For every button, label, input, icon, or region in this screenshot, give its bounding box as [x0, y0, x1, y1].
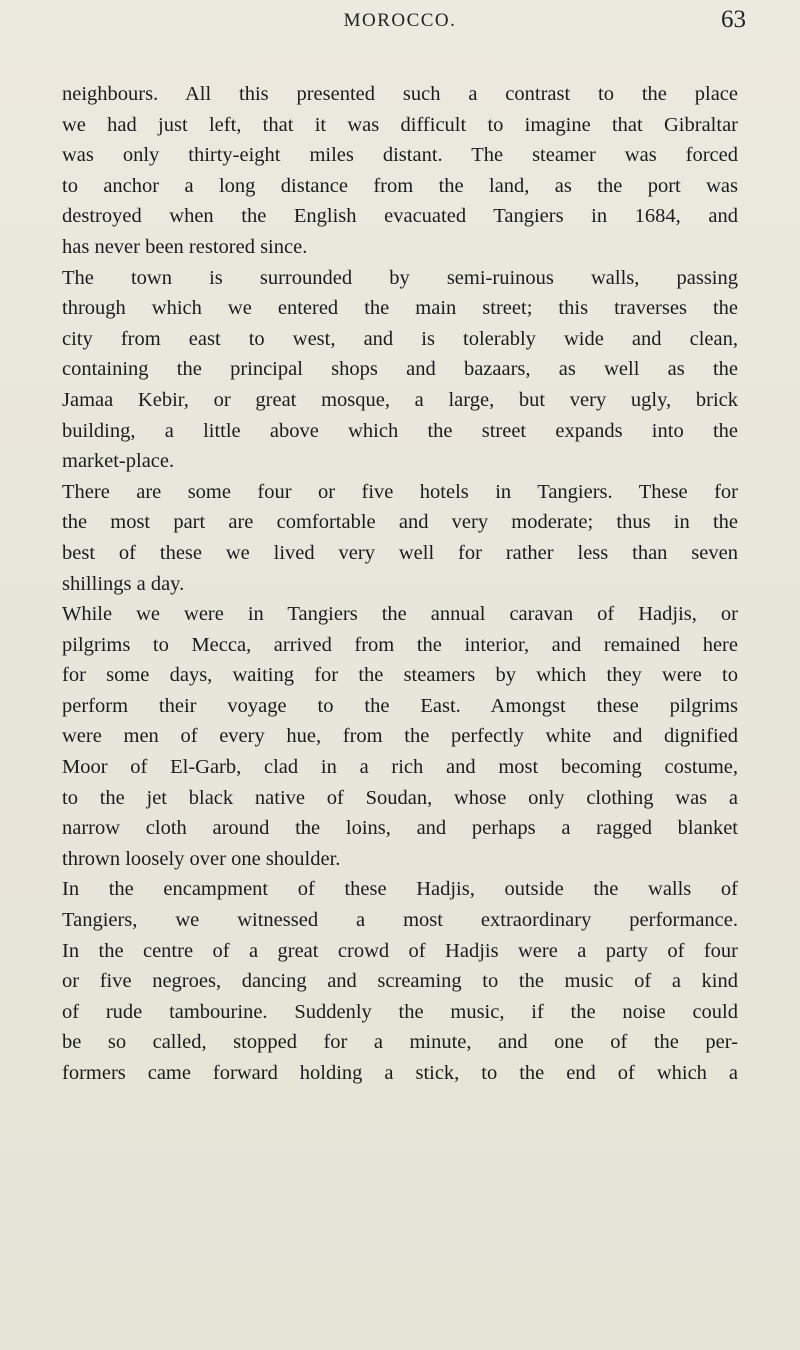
text-line: While we were in Tangiers the annual caravan of Hadjis, or [62, 603, 738, 626]
text-line: destroyed when the English evacuated Tangiers in 1684, and [62, 205, 738, 228]
text-line: Moor of El-Garb, clad in a rich and most becoming costume, [62, 756, 738, 779]
text-line: There are some four or five hotels in Tangiers. These for [62, 480, 738, 503]
text-line: formers came forward holding a stick, to the end of which a [62, 1062, 738, 1084]
text-line: through which we entered the main street; this traverses the [62, 297, 738, 320]
text-line: shillings a day. [62, 572, 185, 595]
page-number: 63 [721, 6, 746, 33]
text-line: Tangiers, we witnessed a most extraordinary performance. [62, 909, 738, 932]
text-line: city from east to west, and is tolerably wide and clean, [62, 327, 738, 350]
text-line: be so called, stopped for a minute, and one of the per- [62, 1031, 738, 1054]
text-line: perform their voyage to the East. Amongst these pilgrims [62, 694, 738, 717]
text-line: In the encampment of these Hadjis, outside the walls of [62, 878, 738, 901]
text-line: neighbours. All this presented such a contrast to the place [62, 83, 738, 105]
text-line: best of these we lived very well for rather less than seven [62, 541, 738, 564]
text-line: has never been restored since. [62, 235, 308, 258]
text-line: containing the principal shops and bazaars, as well as the [62, 358, 738, 381]
text-line: market-place. [62, 450, 175, 473]
text-line: or five negroes, dancing and screaming to the music of a kind [62, 970, 738, 993]
text-line: to anchor a long distance from the land, as the port was [62, 174, 738, 197]
text-line: Jamaa Kebir, or great mosque, a large, but very ugly, brick [62, 388, 738, 411]
text-line: The town is surrounded by semi-ruinous walls, passing [62, 266, 738, 289]
text-line: building, a little above which the street expands into the [62, 419, 738, 442]
text-line: to the jet black native of Soudan, whose only clothing was a [62, 786, 738, 809]
body-text [62, 79, 738, 1089]
text-line: the most part are comfortable and very moderate; thus in the [62, 511, 738, 534]
text-line: was only thirty-eight miles distant. The steamer was forced [62, 144, 738, 167]
text-line: we had just left, that it was difficult to imagine that Gibraltar [62, 113, 738, 136]
text-line: pilgrims to Mecca, arrived from the interior, and remained here [62, 633, 738, 656]
text-line: were men of every hue, from the perfectly white and dignified [62, 725, 738, 748]
text-line: narrow cloth around the loins, and perhaps a ragged blanket [62, 817, 738, 840]
text-line: of rude tambourine. Suddenly the music, if the noise could [62, 1000, 738, 1023]
text-line: In the centre of a great crowd of Hadjis were a party of four [62, 939, 738, 962]
page-header [0, 6, 800, 46]
running-head: MOROCCO. [343, 10, 457, 31]
text-line: thrown loosely over one shoulder. [62, 847, 341, 870]
text-line: for some days, waiting for the steamers by which they were to [62, 664, 738, 687]
